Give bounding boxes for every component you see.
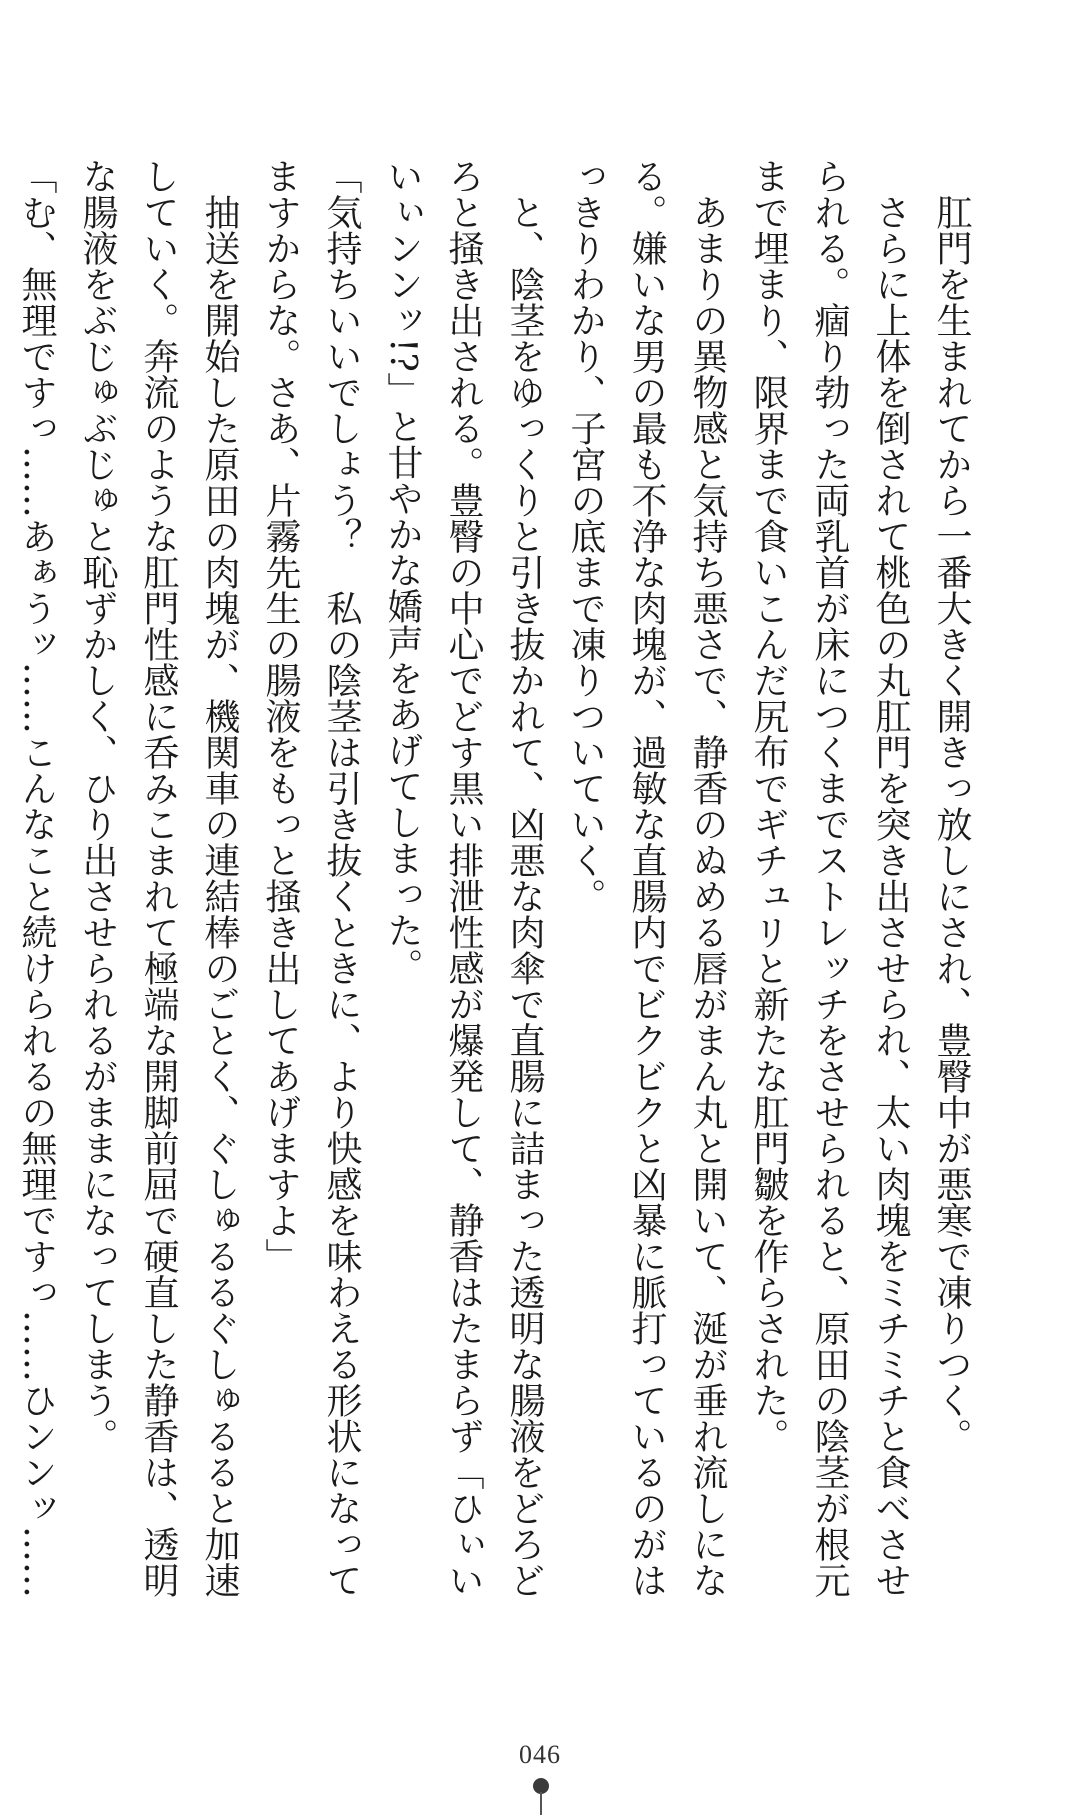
text-line: 抽送を開始した原田の肉塊が、機関車の連結棒のごとく、ぐしゅるるぐしゅるると加速 [199, 158, 240, 1598]
text-line: る。嫌いな男の最も不浄な肉塊が、過敏な直腸内でビクビクと凶暴に脈打っているのがは [626, 158, 667, 1598]
text-line: まで埋まり、限界まで食いこんだ尻布でギチュリと新たな肛門皺を作らされた。 [748, 158, 789, 1454]
text-line: 「気持ちいいでしょう？ 私の陰茎は引き抜くときに、より快感を味わえる形状になって [321, 158, 362, 1598]
text-line: していく。奔流のような肛門性感に呑みこまれて極端な開脚前屈で硬直した静香は、透明 [138, 158, 179, 1598]
body-text [16, 158, 982, 1598]
page-number: 046 [519, 1740, 561, 1769]
text-line: と、陰茎をゆっくりと引き抜かれて、凶悪な肉傘で直腸に詰まった透明な腸液をどろど [504, 158, 545, 1598]
text-line: っきりわかり、子宮の底まで凍りついていく。 [565, 158, 606, 914]
page-marker-line [540, 1792, 542, 1815]
text-line: な腸液をぶじゅぶじゅと恥ずかしく、ひり出させられるがままになってしまう。 [77, 158, 118, 1454]
text-line: いぃンンッ!?」と甘やかな嬌声をあげてしまった。 [382, 158, 423, 984]
text-line: さらに上体を倒されて桃色の丸肛門を突き出させられ、太い肉塊をミチミチと食べさせ [870, 158, 911, 1598]
text-line: ろと掻き出される。豊臀の中心でどす黒い排泄性感が爆発して、静香はたまらず「ひぃい [443, 158, 484, 1598]
text-line [0, 158, 6, 1448]
text-line: ますからな。さあ、片霧先生の腸液をもっと掻き出してあげますよ」 [260, 158, 301, 1274]
text-line: あまりの異物感と気持ち悪さで、静香のぬめる唇がまん丸と開いて、涎が垂れ流しにな [687, 158, 728, 1598]
text-line: 肛門を生まれてから一番大きく開きっ放しにされ、豊臀中が悪寒で凍りつく。 [931, 158, 972, 1454]
text-line: られる。痼り勃った両乳首が床につくまでストレッチをさせられると、原田の陰茎が根元 [809, 158, 850, 1598]
text-line: 「む、無理ですっ……あぁうッ……こんなこと続けられるの無理ですっ……ひンンッ…… [16, 158, 57, 1598]
